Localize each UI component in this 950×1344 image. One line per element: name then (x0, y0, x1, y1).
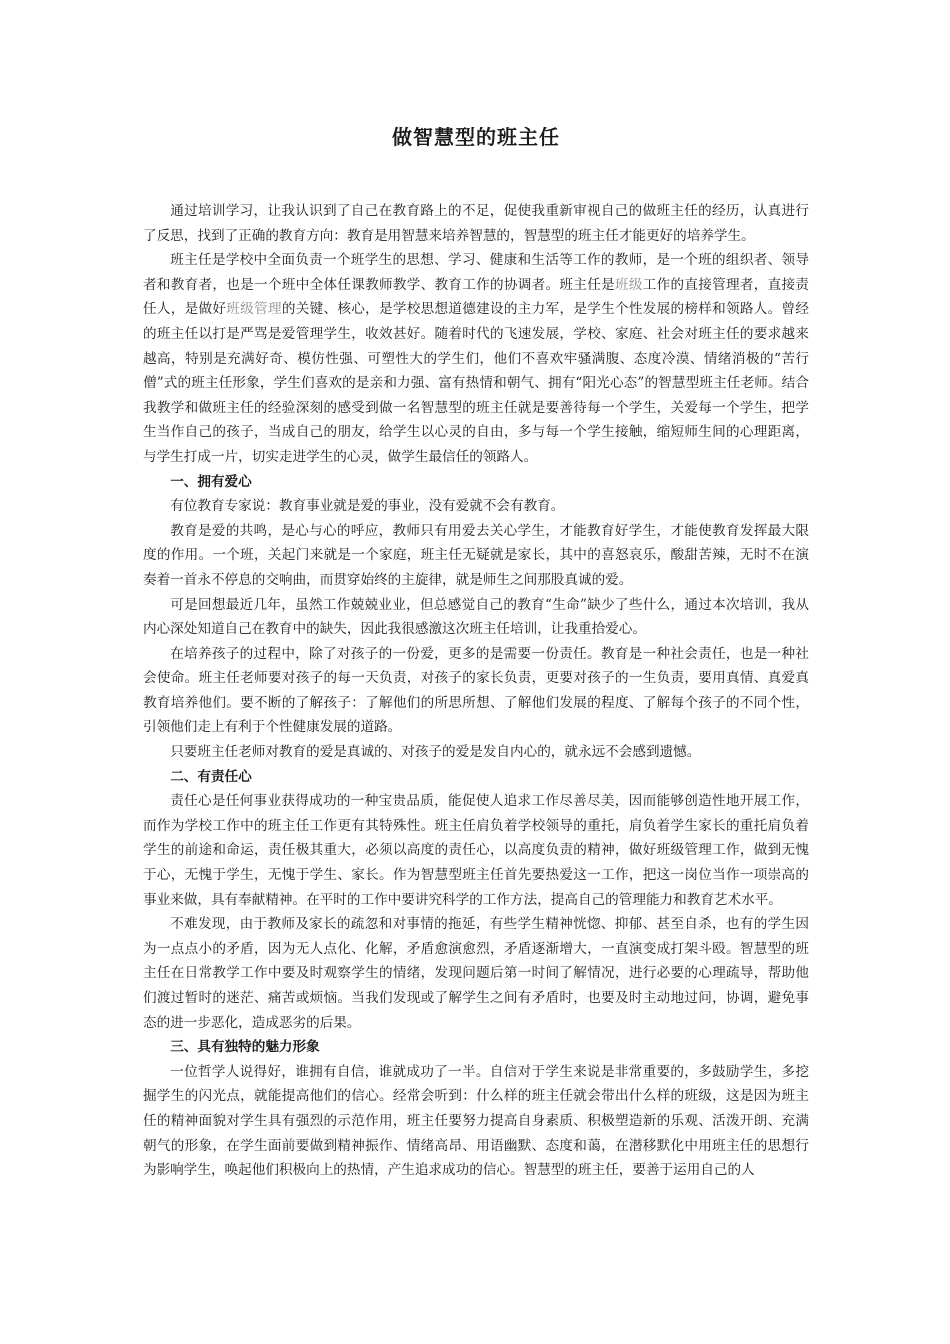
class-link[interactable]: 班级 (614, 276, 643, 293)
document-page (143, 0, 809, 1344)
charisma-paragraph-1: 一位哲学人说得好，谁拥有自信，谁就成功了一半。自信对于学生来说是非常重要的，多鼓励学生，多挖掘学生的闪光点，就能提高他们的信心。经常会听到：什么样的班主任就会带出什么样的班级，这是因为班主任的精神面貌对学生具有强烈的示范作用，班主任要努力提高自身素质、积极塑造新的乐观、活泼开朗、充满朝气的形象，在学生面前要做到精神振作、情绪高昂、用语幽默、态度和蔼，在潜移默化中用班主任的思想行为影响学生，唤起他们积极向上的热情，产生追求成功的信心。智慧型的班主任，要善于运用自己的人 (143, 1063, 809, 1179)
document-body (143, 199, 809, 1183)
role-text-2: 工作的直接管理者，直接责任人，是做好 (143, 276, 810, 318)
love-paragraph-2: 教育是爱的共鸣，是心与心的呼应，教师只有用爱去关心学生，才能教育好学生，才能使教育发挥最大限度的作用。一个班，关起门来就是一个家庭，班主任无疑就是家长，其中的喜怒哀乐，酸甜苦辣，无时不在演奏着一首永不停息的交响曲，而贯穿始终的主旋律，就是师生之间那股真诚的爱。 (143, 522, 809, 588)
intro-paragraph: 通过培训学习，让我认识到了自己在教育路上的不足，促使我重新审视自己的做班主任的经历，认真进行了反思，找到了正确的教育方向：教育是用智慧来培养智慧的，智慧型的班主任才能更好的培养学生。 (143, 203, 809, 244)
love-paragraph-5: 只要班主任老师对教育的爱是真诚的、对孩子的爱是发自内心的，就永远不会感到遗憾。 (170, 744, 701, 761)
section-heading-love: 一、拥有爱心 (170, 473, 252, 490)
section-heading-charisma: 三、具有独特的魅力形象 (170, 1039, 320, 1056)
role-text-1: 班主任是学校中全面负责一个班学生的思想、学习、健康和生活等工作的教师，是一个班的组织者、领导者和教育者，也是一个班中全体任课教师教学、教育工作的协调者。班主任是 (143, 252, 809, 293)
responsibility-paragraph-1: 责任心是任何事业获得成功的一种宝贵品质，能促使人追求工作尽善尽美，因而能够创造性地开展工作，而作为学校工作中的班主任工作更有其特殊性。班主任肩负着学校领导的重托，肩负着学生家长的重托肩负着学生的前途和命运，责任极其重大，必须以高度的责任心，以高度负责的精神，做好班级管理工作，做到无愧于心，无愧于学生，无愧于学生、家长。作为智慧型班主任首先要热爱这一工作，把这一岗位当作一项崇高的事业来做，具有奉献精神。在平时的工作中要讲究科学的工作方法，提高自己的管理能力和教育艺术水平。 (143, 793, 809, 908)
role-paragraph (143, 248, 809, 469)
section-heading-responsibility: 二、有责任心 (170, 768, 252, 785)
love-paragraph-1: 有位教育专家说：教育事业就是爱的事业，没有爱就不会有教育。 (170, 498, 565, 515)
document-title: 做智慧型的班主任 (392, 125, 560, 149)
role-text-3: 的关键、核心，是学校思想道德建设的主力军，是学生个性发展的榜样和领路人。曾经的班主任以打是严骂是爱管理学生，收效甚好。随着时代的飞速发展，学校、家庭、社会对班主任的要求越来越高，特别是充满好奇、模仿性强、可塑性大的学生们，他们不喜欢牢骚满腹、态度冷漠、情绪消极的“苦行僧”式的班主任形象，学生们喜欢的是亲和力强、富有热情和朝气、拥有“阳光心态”的智慧型班主任老师。结合我教学和做班主任的经验深刻的感受到做一名智慧型的班主任就是要善待每一个学生，关爱每一个学生，把学生当作自己的孩子，当成自己的朋友，给学生以心灵的自由，多与每一个学生接触，缩短师生间的心理距离，与学生打成一片，切实走进学生的心灵，做学生最信任的领路人。 (143, 301, 810, 465)
love-paragraph-4: 在培养孩子的过程中，除了对孩子的一份爱，更多的是需要一份责任。教育是一种社会责任，也是一种社会使命。班主任老师要对孩子的每一天负责，对孩子的家长负责，更要对孩子的一生负责，要用真情、真爱真教育培养他们。要不断的了解孩子：了解他们的所思所想、了解他们发展的程度、了解每个孩子的不同个性，引领他们走上有利于个性健康发展的道路。 (143, 645, 809, 736)
love-paragraph-3: 可是回想最近几年，虽然工作兢兢业业，但总感觉自己的教育“生命”缺少了些什么，通过本次培训，我从内心深处知道自己在教育中的缺失，因此我很感激这次班主任培训，让我重拾爱心。 (143, 596, 809, 638)
responsibility-paragraph-2: 不难发现，由于教师及家长的疏忽和对事情的拖延，有些学生精神恍惚、抑郁、甚至自杀，也有的学生因为一点点小的矛盾，因为无人点化、化解，矛盾愈演愈烈，矛盾逐渐增大，一直演变成打架斗殴。智慧型的班主任在日常教学工作中要及时观察学生的情绪，发现问题后第一时间了解情况，进行必要的心理疏导，帮助他们渡过暂时的迷茫、痛苦或烦恼。当我们发现或了解学生之间有矛盾时，也要及时主动地过问，协调，避免事态的进一步恶化，造成恶劣的后果。 (143, 916, 809, 1031)
class-management-link[interactable]: 班级管理 (226, 301, 282, 318)
